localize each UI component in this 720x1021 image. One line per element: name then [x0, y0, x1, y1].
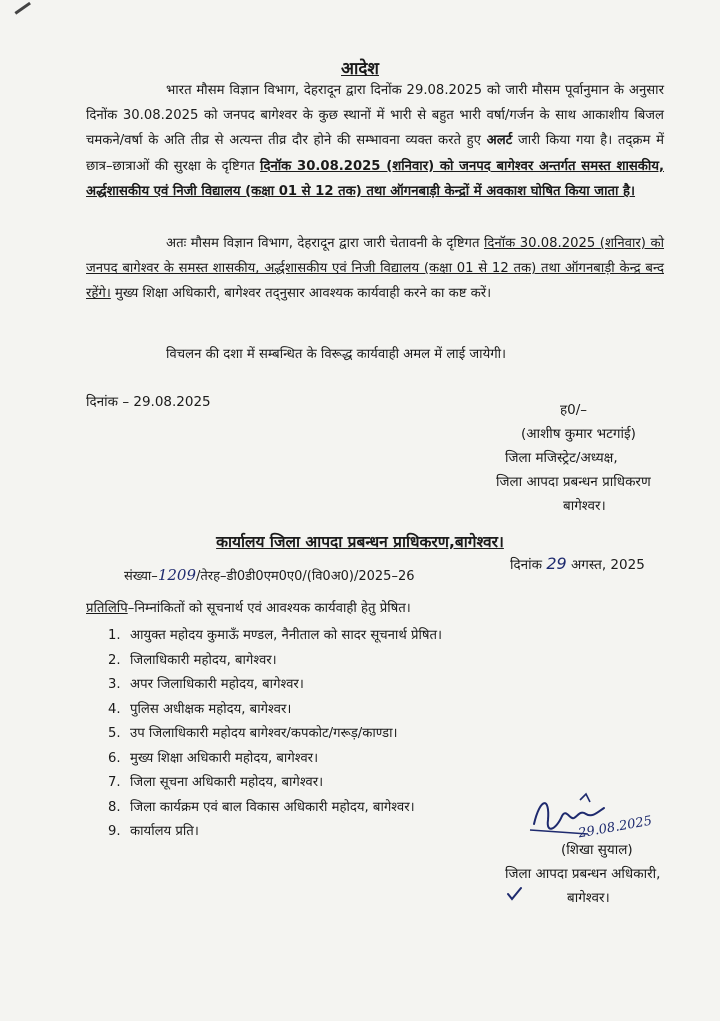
- list-item: 4. पुलिस अधीक्षक महोदय, बागेश्वर।: [108, 701, 292, 717]
- dm-place: बागेश्वर।: [563, 498, 606, 514]
- officer-place: बागेश्वर।: [567, 890, 610, 906]
- list-item: 5. उप जिलाधिकारी महोदय बागेश्वर/कपकोट/गरूड़/काण्डा।: [108, 726, 398, 741]
- handwritten-number: 1209: [157, 566, 196, 584]
- list-item: 1. आयुक्त महोदय कुमाऊँ मण्डल, नैनीताल को सादर सूचनार्थ प्रेषित।: [108, 628, 443, 643]
- list-item: 7. जिला सूचना अधिकारी महोदय, बागेश्वर।: [108, 775, 324, 790]
- order-paragraph-3: विचलन की दशा में सम्बन्धित के विरूद्ध कार्यवाही अमल में लाई जायेगी।: [166, 347, 507, 362]
- office-heading: कार्यालय जिला आपदा प्रबन्धन प्राधिकरण,बागेश्वर।: [216, 533, 504, 551]
- signature-date: 29.08.2025: [577, 813, 654, 842]
- dm-designation: जिला मजिस्ट्रेट/अध्यक्ष,: [505, 450, 618, 466]
- officer-designation: जिला आपदा प्रबन्धन अधिकारी,: [505, 866, 661, 882]
- order-title: आदेश: [341, 59, 379, 79]
- tick-mark-icon: [506, 886, 524, 902]
- copy-list: [108, 624, 442, 845]
- order-date: दिनांक – 29.08.2025: [86, 394, 211, 410]
- list-item: 6. मुख्य शिक्षा अधिकारी महोदय, बागेश्वर।: [108, 750, 319, 766]
- copy-intro: प्रतिलिपि–निम्नांकितों को सूचनार्थ एवं आवश्यक कार्यवाही हेतु प्रेषित।: [86, 601, 411, 616]
- reference-number: संख्या–1209/तेरह–डी0डी0एम0ए0/(वि0अ0)/2025–26: [124, 566, 415, 584]
- corner-mark: [14, 2, 35, 21]
- list-item: 9. कार्यालय प्रति।: [108, 824, 199, 839]
- dm-authority: जिला आपदा प्रबन्धन प्राधिकरण: [496, 474, 651, 490]
- order-paragraph-2: अतः मौसम विज्ञान विभाग, देहरादून द्वारा जारी चेतावनी के दृष्टिगत दिनॉक 30.08.2025 (शनिवार) को जनपद बागेश्वर के समस्त शासकीय, अर्द्धशासकीय एवं निजी विद्यालय (कक्षा 01 से 12 तक) तथा ऑगनबाड़ी केन्द्र बन्द रहेंगे। मुख्य शिक्षा अधिकारी, बागेश्वर तद्नुसार आवश्यक कार्यवाही करने का कष्ट करें।: [86, 236, 665, 302]
- dm-name: (आशीष कुमार भटगांई): [521, 426, 636, 442]
- officer-name: (शिखा सुयाल): [561, 842, 633, 858]
- reference-date: दिनांक 29 अगस्त, 2025: [510, 554, 645, 573]
- list-item: 3. अपर जिलाधिकारी महोदय, बागेश्वर।: [108, 677, 304, 692]
- dm-sign: ह0/–: [560, 402, 588, 418]
- list-item: 8. जिला कार्यक्रम एवं बाल विकास अधिकारी महोदय, बागेश्वर।: [108, 799, 415, 815]
- list-item: 2. जिलाधिकारी महोदय, बागेश्वर।: [108, 652, 277, 668]
- handwritten-day: 29: [546, 554, 567, 573]
- order-paragraph-1: भारत मौसम विज्ञान विभाग, देहरादून द्वारा दिनोंक 29.08.2025 को जारी मौसम पूर्वानुमान के अनुसार दिनोंक 30.08.2025 को जनपद बागेश्वर के कुछ स्थानों में भारी से बहुत भारी वर्षा/गर्जन के साथ आकाशीय बिजल चमकने/वर्षा के अति तीव्र से अत्यन्त तीव्र दौर होने की सम्भावना व्यक्त करते हुए अलर्ट जारी किया गया है। तद्क्रम में छात्र–छात्राओं की सुरक्षा के दृष्टिगत दिनॉक 30.08.2025 (शनिवार) को जनपद बागेश्वर अन्तर्गत समस्त शासकीय, अर्द्धशासकीय एवं निजी विद्यालय (कक्षा 01 से 12 तक) तथा ऑगनबाड़ी केन्द्रों में अवकाश घोषित किया जाता है।: [86, 83, 664, 199]
